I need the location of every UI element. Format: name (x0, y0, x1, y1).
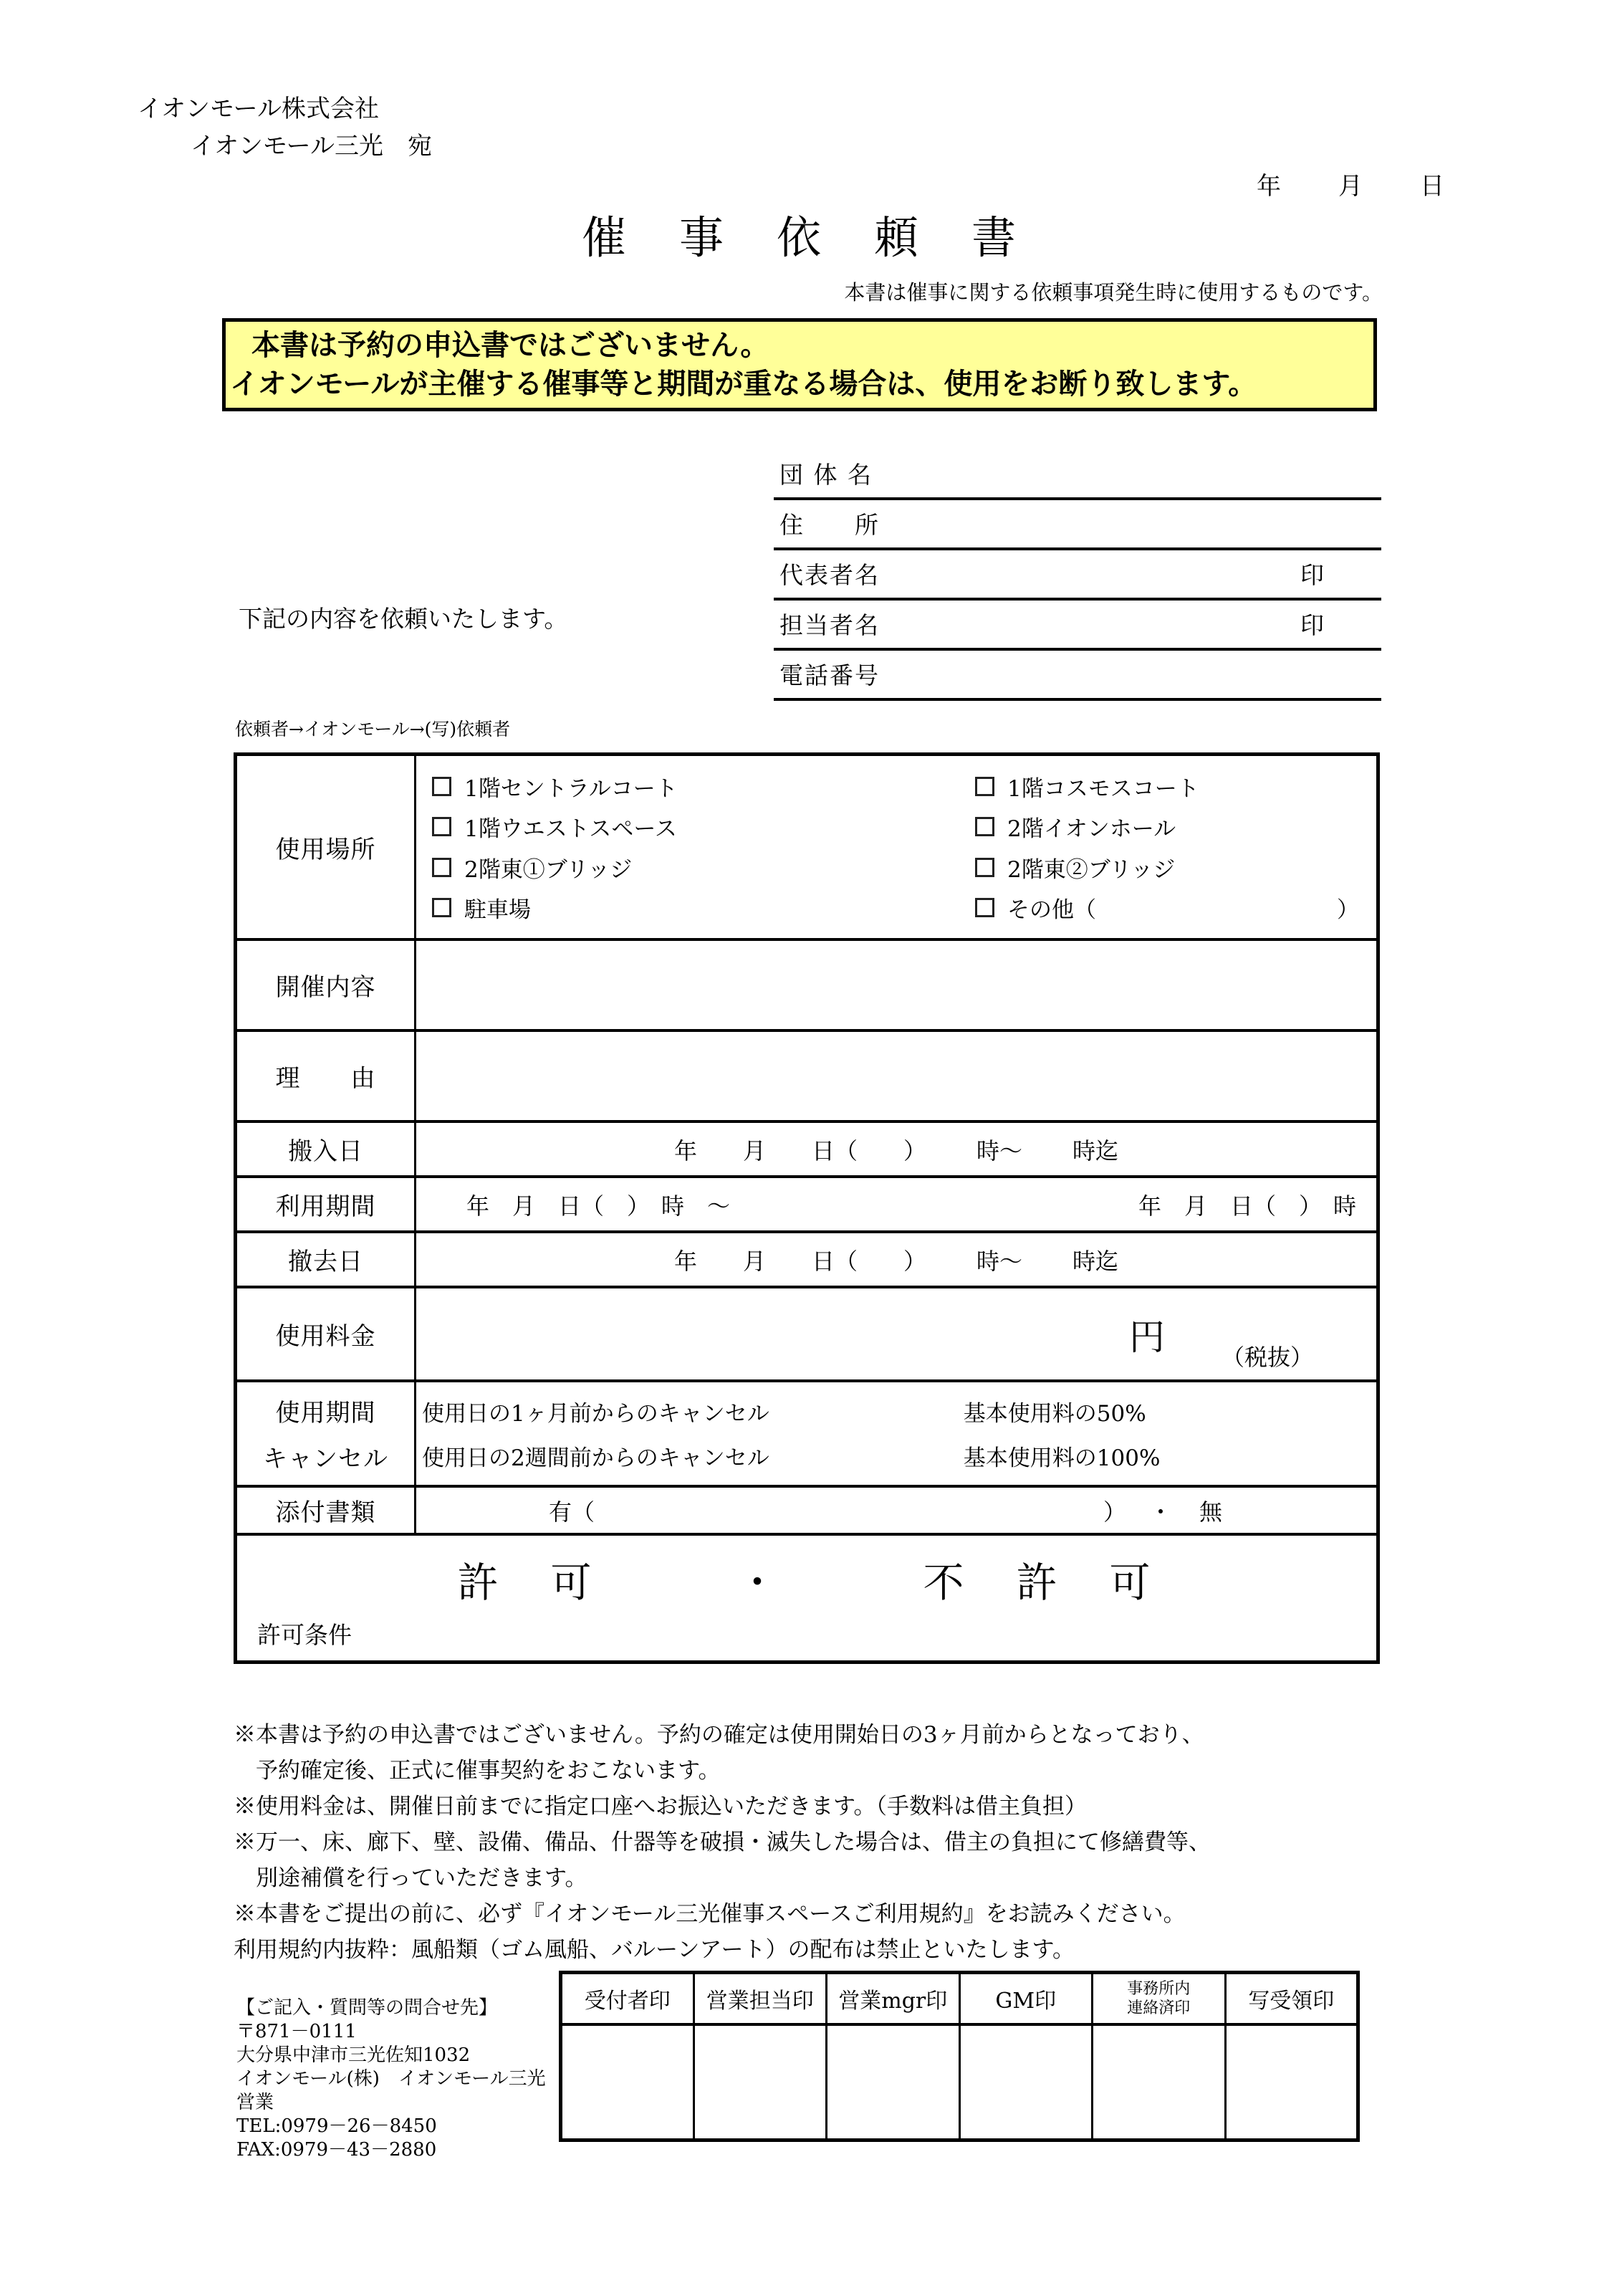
contact-line: FAX:0979－43－2880 (236, 2139, 437, 2161)
stamp-col-copy-received: 写受領印 (1225, 1973, 1358, 2024)
usage-place-option[interactable] (975, 770, 1363, 803)
purpose-note: 本書は催事に関する依頼事項発生時に使用するものです。 (844, 280, 1383, 305)
option-label: その他（ (1007, 897, 1096, 924)
warning-box (222, 318, 1377, 411)
period-from: 年 月 日（ ） 時 ～ (466, 1192, 731, 1220)
addressee-mall: イオンモール三光 宛 (191, 132, 432, 161)
attachments-no: 無 (1199, 1498, 1222, 1526)
fee-tax-note: （税抜） (1221, 1344, 1313, 1371)
time-from: 時～ (976, 1137, 1022, 1164)
checkbox-icon[interactable] (975, 777, 994, 796)
field-label: 担当者名 (779, 611, 880, 639)
note-line: ※本書をご提出の前に、必ず『イオンモール三光催事スペースご利用規約』をお読みください。 (234, 1901, 1186, 1927)
contact-line: 〒871－0111 (236, 2021, 357, 2042)
addressee-company: イオンモール株式会社 (138, 95, 379, 123)
usage-period-line (416, 1178, 1376, 1230)
applicant-fields (774, 450, 1381, 701)
stamp-col-sales-rep: 営業担当印 (694, 1973, 827, 2024)
stamp-office-line1: 事務所内 (1127, 1979, 1191, 1998)
attachments-close-paren: ） (1103, 1498, 1126, 1526)
usage-place-label: 使用場所 (237, 756, 416, 938)
usage-place-option[interactable] (432, 810, 975, 843)
contact-line: 大分県中津市三光佐知1032 (236, 2044, 471, 2066)
row-carry-in (237, 1123, 1376, 1178)
checkbox-icon[interactable] (432, 777, 451, 796)
event-content-label: 開催内容 (237, 941, 416, 1029)
seal-mark: 印 (1300, 611, 1324, 639)
checkbox-icon[interactable] (432, 817, 451, 836)
time-from: 時～ (976, 1247, 1022, 1275)
checkbox-icon[interactable] (975, 898, 994, 917)
row-event-content (237, 941, 1376, 1032)
stamp-cell (827, 2024, 960, 2140)
attachments-label: 添付書類 (237, 1488, 416, 1533)
stamp-cell (694, 2024, 827, 2140)
usage-place-option[interactable] (432, 851, 975, 884)
row-approval (237, 1536, 1376, 1660)
stamp-col-office-notified (1093, 1973, 1226, 2024)
carry-out-date-line (416, 1233, 1376, 1286)
option-close-paren: ） (1337, 897, 1359, 924)
field-representative (774, 550, 1381, 601)
warning-line-1: 本書は予約の申込書ではございません。 (251, 328, 769, 362)
option-label: 1階セントラルコート (464, 775, 678, 802)
reason-label: 理 由 (237, 1032, 416, 1120)
field-label: 住 所 (779, 511, 880, 539)
stamp-cell (561, 2024, 694, 2140)
cancel-charge: 基本使用料の100% (963, 1445, 1161, 1472)
cancel-charge: 基本使用料の50% (963, 1400, 1146, 1427)
note-line: 予約確定後、正式に催事契約をおこないます。 (234, 1758, 721, 1784)
seal-mark (1324, 540, 1381, 547)
note-line: 別途補償を行っていただきます。 (234, 1865, 587, 1891)
option-label: 1階ウエストスペース (464, 816, 677, 843)
fee-label: 使用料金 (237, 1288, 416, 1379)
field-phone (774, 651, 1381, 701)
field-label: 団 体 名 (779, 461, 873, 489)
stamp-col-gm: GM印 (959, 1973, 1093, 2024)
approval-condition-label: 許可条件 (257, 1621, 352, 1649)
option-label: 2階東①ブリッジ (464, 856, 633, 883)
period-to: 年 月 日（ ） 時 (1138, 1192, 1356, 1220)
addressee-block (138, 90, 432, 165)
attachments-yes: 有（ (549, 1498, 595, 1526)
date-placeholder: 年 月 日 (1257, 172, 1447, 201)
time-to: 時迄 (1072, 1247, 1119, 1275)
stamp-cell (1093, 2024, 1226, 2140)
usage-place-option-other[interactable] (975, 891, 1363, 924)
option-label: 2階イオンホール (1007, 816, 1176, 843)
row-carry-out (237, 1233, 1376, 1288)
row-attachments (237, 1488, 1376, 1536)
option-label: 1階コスモスコート (1007, 775, 1199, 802)
field-group-name (774, 450, 1381, 500)
request-statement: 下記の内容を依頼いたします。 (239, 605, 568, 633)
date-placeholder: 年 月 日（ ） (673, 1137, 926, 1164)
checkbox-icon[interactable] (432, 858, 451, 877)
contact-line: TEL:0979－26－8450 (236, 2115, 437, 2137)
cancellation-label (237, 1382, 416, 1485)
field-contact-person (774, 601, 1381, 651)
cancel-condition: 使用日の1ヶ月前からのキャンセル (422, 1400, 769, 1427)
note-line: ※万一、床、廊下、壁、設備、備品、什器等を破損・滅失した場合は、借主の負担にて修繕費等、 (234, 1829, 1211, 1855)
field-label: 電話番号 (779, 661, 880, 689)
row-fee (237, 1288, 1376, 1382)
attachments-line (416, 1488, 1376, 1533)
notes-block (234, 1717, 1409, 1968)
warning-line-2: イオンモールが主催する催事等と期間が重なる場合は、使用をお断り致します。 (230, 367, 1257, 401)
usage-period-label: 利用期間 (237, 1178, 416, 1230)
row-usage-place (237, 756, 1376, 941)
time-to: 時迄 (1072, 1137, 1119, 1164)
fee-currency: 円 (1129, 1316, 1165, 1358)
row-reason (237, 1032, 1376, 1123)
routing-note: 依頼者→イオンモール→(写)依頼者 (235, 719, 511, 740)
page-title: 催 事 依 頼 書 (581, 211, 1020, 264)
seal-mark (1324, 691, 1381, 698)
carry-in-label: 搬入日 (237, 1123, 416, 1175)
carry-in-date-line (416, 1123, 1376, 1175)
note-line: 利用規約内抜粋：風船類（ゴム風船、バルーンアート）の配布は禁止といたします。 (234, 1937, 1075, 1963)
stamp-table (559, 1971, 1360, 2142)
attachments-separator: ・ (1148, 1498, 1172, 1526)
option-label: 駐車場 (464, 897, 531, 924)
field-label: 代表者名 (779, 561, 880, 589)
stamp-cell (959, 2024, 1093, 2140)
field-address (774, 500, 1381, 550)
checkbox-icon[interactable] (975, 858, 994, 877)
reason-blank (416, 1032, 1376, 1120)
cancel-condition: 使用日の2週間前からのキャンセル (422, 1445, 769, 1472)
stamp-office-line2: 連絡済印 (1127, 1999, 1191, 2017)
approval-decision: 許 可 ・ 不 許 可 (457, 1559, 1156, 1607)
usage-place-option[interactable] (432, 770, 975, 803)
usage-place-option[interactable] (432, 891, 975, 924)
usage-place-option[interactable] (975, 810, 1363, 843)
contact-block (236, 1996, 566, 2162)
stamp-cell (1225, 2024, 1358, 2140)
row-cancellation (237, 1382, 1376, 1488)
contact-heading: 【ご記入・質問等の問合せ先】 (236, 1997, 498, 2019)
note-line: ※本書は予約の申込書ではございません。予約の確定は使用開始日の3ヶ月前からとなっており、 (234, 1722, 1204, 1748)
checkbox-icon[interactable] (975, 817, 994, 836)
contact-line: イオンモール(株) イオンモール三光 営業 (236, 2068, 565, 2113)
checkbox-icon[interactable] (432, 898, 451, 917)
event-content-blank (416, 941, 1376, 1029)
note-line: ※使用料金は、開催日前までに指定口座へお振込いただきます。（手数料は借主負担） (234, 1794, 1088, 1819)
row-usage-period (237, 1178, 1376, 1233)
stamp-col-sales-mgr: 営業mgr印 (827, 1973, 960, 2024)
carry-out-label: 撤去日 (237, 1233, 416, 1286)
cancellation-label-line2: キャンセル (263, 1445, 388, 1473)
option-label: 2階東②ブリッジ (1007, 856, 1176, 883)
stamp-col-receptionist: 受付者印 (561, 1973, 694, 2024)
usage-place-option[interactable] (975, 851, 1363, 884)
request-table (234, 752, 1380, 1664)
seal-mark: 印 (1300, 561, 1324, 589)
seal-mark (1324, 490, 1381, 497)
cancellation-label-line1: 使用期間 (275, 1399, 376, 1427)
date-placeholder: 年 月 日（ ） (673, 1247, 926, 1275)
